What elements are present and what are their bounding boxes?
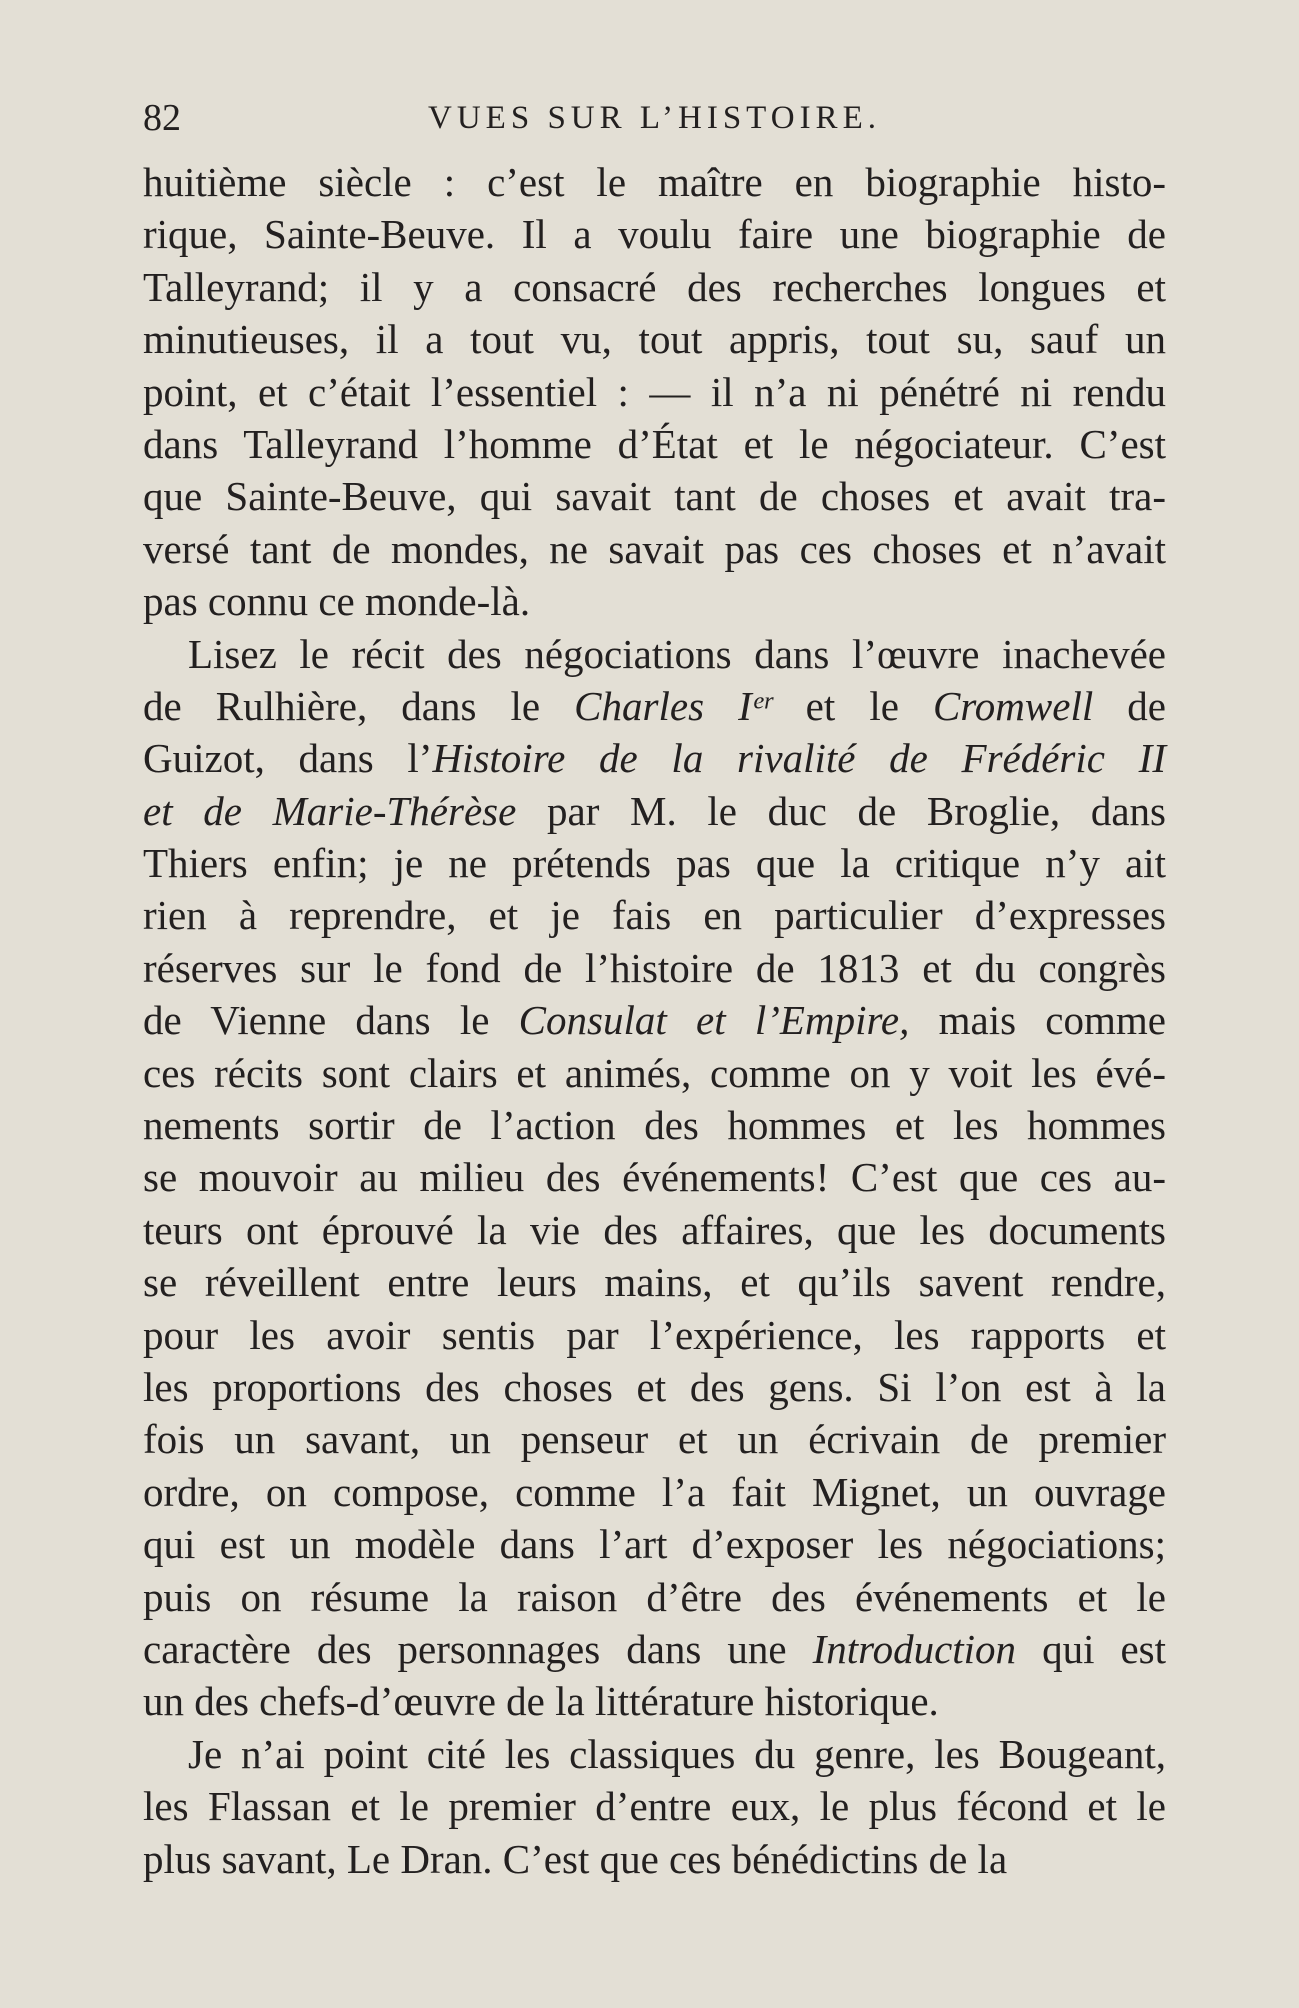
text-segment: pour les avoir sentis par l’expérience, les rapports et — [143, 1311, 1166, 1358]
italic-title: Consulat et l’Empire, — [518, 997, 910, 1044]
paragraph — [143, 628, 1166, 1728]
text-segment: minutieuses, il a tout vu, tout appris, tout su, sauf un — [143, 316, 1166, 363]
text-line — [143, 156, 1166, 208]
text-segment: point, et c’était l’essentiel : — il n’a ni pénétré ni rendu — [143, 368, 1166, 415]
text-segment: dans Talleyrand l’homme d’État et le négociateur. C’est — [143, 420, 1166, 467]
text-segment: Guizot, dans l’ — [143, 735, 433, 782]
text-segment: ordre, on compose, comme l’a fait Mignet, un ouvrage — [143, 1468, 1166, 1515]
text-segment: versé tant de mondes, ne savait pas ces choses et n’avait — [143, 525, 1166, 572]
body-text — [143, 156, 1166, 1885]
text-segment: huitième siècle : c’est le maître en biographie histo- — [143, 159, 1166, 205]
text-segment: plus savant, Le Dran. C’est que ces bénédictins de la — [143, 1835, 1008, 1882]
text-segment: puis on résume la raison d’être des événements et le — [143, 1573, 1166, 1620]
italic-title: et de Marie-Thérèse — [143, 787, 517, 834]
text-line — [143, 994, 1166, 1046]
italic-title: Histoire de la rivalité de Frédéric II — [432, 735, 1166, 782]
text-line — [143, 1675, 1166, 1727]
text-segment: rique, Sainte-Beuve. Il a voulu faire une biographie de — [143, 211, 1166, 258]
text-line — [143, 1256, 1166, 1308]
text-segment: de — [1093, 682, 1167, 729]
text-segment: Talleyrand; il y a consacré des recherches longues et — [143, 263, 1166, 310]
text-line — [143, 261, 1166, 313]
text-segment: qui est un modèle dans l’art d’exposer les négociations; — [143, 1521, 1166, 1568]
text-segment: fois un savant, un penseur et un écrivain de premier — [143, 1416, 1166, 1463]
text-segment: caractère des personnages dans une — [143, 1625, 813, 1672]
text-segment: les proportions des choses et des gens. Si l’on est à la — [143, 1363, 1166, 1410]
text-line — [143, 1518, 1166, 1570]
text-segment: pas connu ce monde-là. — [143, 578, 531, 625]
italic-title: Charles Iᵉʳ — [574, 682, 772, 729]
text-segment: de Vienne dans le — [143, 997, 519, 1044]
text-line — [143, 1413, 1166, 1465]
text-segment: par M. le duc de Broglie, dans — [516, 787, 1166, 834]
text-segment: Thiers enfin; je ne prétends pas que la critique n’y ait — [143, 840, 1166, 887]
text-line — [143, 837, 1166, 889]
text-line — [143, 942, 1166, 994]
text-line — [143, 470, 1166, 522]
text-line — [143, 732, 1166, 784]
text-segment: un des chefs-d’œuvre de la littérature historique. — [143, 1678, 939, 1725]
text-line — [143, 575, 1166, 627]
text-segment: de Rulhière, dans le — [143, 682, 575, 729]
text-segment: Je n’ai point cité les classiques du genre, les Bougeant, — [188, 1730, 1166, 1777]
text-segment: et le — [771, 682, 934, 729]
text-line — [143, 680, 1166, 732]
running-title: VUES SUR L’HISTOIRE. — [428, 100, 881, 136]
text-line — [143, 1780, 1166, 1832]
text-line — [143, 785, 1166, 837]
text-segment: se mouvoir au milieu des événements! C’est que ces au- — [143, 1154, 1166, 1201]
text-line — [143, 208, 1166, 260]
text-line — [143, 1728, 1166, 1780]
text-line — [143, 418, 1166, 470]
text-line — [143, 1571, 1166, 1623]
text-segment: se réveillent entre leurs mains, et qu’ils savent rendre, — [143, 1259, 1166, 1306]
text-line — [143, 628, 1166, 680]
paragraph — [143, 1728, 1166, 1885]
text-segment: qui est — [1016, 1625, 1167, 1672]
text-segment: teurs ont éprouvé la vie des affaires, que les documents — [143, 1206, 1166, 1253]
text-segment: que Sainte-Beuve, qui savait tant de choses et avait tra- — [143, 473, 1166, 520]
text-line — [143, 1361, 1166, 1413]
text-line — [143, 1466, 1166, 1518]
running-head — [143, 92, 1166, 144]
text-segment: Lisez le récit des négociations dans l’œuvre inachevée — [188, 630, 1166, 677]
paragraph — [143, 156, 1166, 628]
text-line — [143, 523, 1166, 575]
text-segment: mais comme — [909, 997, 1166, 1044]
text-line — [143, 1099, 1166, 1151]
text-line — [143, 1151, 1166, 1203]
text-line — [143, 1204, 1166, 1256]
text-line — [143, 1623, 1166, 1675]
text-line — [143, 889, 1166, 941]
text-segment: nements sortir de l’action des hommes et les hommes — [143, 1102, 1166, 1149]
italic-title: Introduction — [812, 1625, 1017, 1672]
text-line — [143, 1833, 1166, 1885]
text-segment: ces récits sont clairs et animés, comme on y voit les évé- — [143, 1049, 1166, 1096]
text-line — [143, 366, 1166, 418]
text-line — [143, 1047, 1166, 1099]
text-line — [143, 1309, 1166, 1361]
text-segment: les Flassan et le premier d’entre eux, le plus fécond et le — [143, 1783, 1166, 1830]
italic-title: Cromwell — [933, 682, 1094, 729]
text-line — [143, 313, 1166, 365]
text-segment: rien à reprendre, et je fais en particulier d’expresses — [143, 892, 1166, 939]
text-segment: réserves sur le fond de l’histoire de 1813 et du congrès — [143, 944, 1166, 991]
page-number: 82 — [143, 97, 181, 139]
